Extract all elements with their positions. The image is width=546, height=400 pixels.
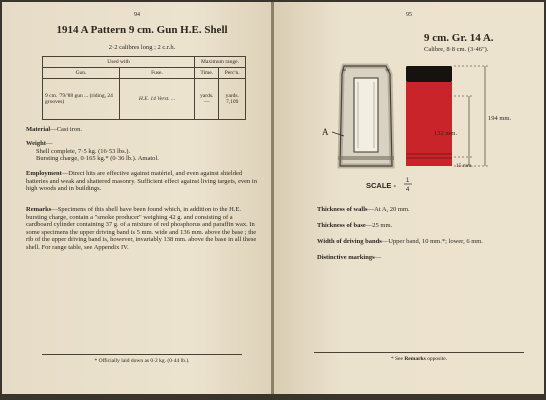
left-page xyxy=(2,2,272,394)
used-with-header: Used with xyxy=(43,57,195,68)
perc-value: 7,109 xyxy=(226,99,239,105)
dim-mid-label: 132 mm. xyxy=(434,130,458,137)
fuse-cell: H.E. 14 Verst. ... xyxy=(120,79,195,120)
walls-label: Thickness of walls xyxy=(317,206,368,213)
footnote-right-end: opposite. xyxy=(425,356,448,362)
footnote-right-star: * See xyxy=(390,356,405,362)
weight-paragraph xyxy=(26,140,258,163)
material-paragraph xyxy=(26,126,258,134)
gun-header: Gun. xyxy=(43,68,120,79)
weight-dash: — xyxy=(45,140,53,147)
time-header: Time. xyxy=(195,68,219,79)
remarks-text: —Specimens of this shell have been found which, in addition to the H.E. bursting charge, contain a "smoke producer" weighing 42 g. and consisting of a cardboard cylinder containing 37 g. of a mixture of red phosphorus and paraffin wax. In some specimens the upper driving band is 5 mm. wide and 136 mm. above the base ; the rib of the upper driving band is, however, invariably 138 mm. above the base in all these shell. For range table, see Appendix IV. xyxy=(26,206,257,251)
scale-denominator: 4 xyxy=(406,187,410,193)
base-paragraph xyxy=(317,222,537,229)
scale-label: SCALE - xyxy=(366,181,396,190)
perc-header: Perc'n. xyxy=(219,68,246,79)
time-dash: — xyxy=(203,99,210,105)
bands-label: Width of driving bands xyxy=(317,238,382,245)
max-range-header: Maximum range. xyxy=(195,57,246,68)
page-number-left: 94 xyxy=(134,12,140,18)
markings-label: Distinctive markings xyxy=(317,254,375,261)
weight-label: Weight xyxy=(26,140,46,147)
remarks-paragraph xyxy=(26,206,258,251)
shell-section-drawing xyxy=(338,66,394,166)
dim-total-label: 194 mm. xyxy=(488,115,512,122)
fuse-header: Fuse. xyxy=(120,68,195,79)
footnote-right-remarks: Remarks xyxy=(404,356,426,362)
markings-text: — xyxy=(374,254,382,261)
time-cell xyxy=(195,79,219,120)
markings-paragraph xyxy=(317,254,537,261)
employment-label: Employment xyxy=(26,170,62,177)
weight-line-2: Bursting charge, 0·165 kg.* (0·36 lb.). Amatol. xyxy=(36,155,159,162)
weight-line-1: Shell complete, 7·5 kg. (16·53 lbs.). xyxy=(36,147,131,155)
calibre-subtitle: Calibre, 8·8 cm. (3·46"). xyxy=(424,46,489,53)
perc-unit: yards. xyxy=(225,93,239,99)
footnote-right xyxy=(314,352,524,362)
bands-text: —Upper band, 10 mm.*; lower, 6 mm. xyxy=(381,238,483,245)
material-label: Material xyxy=(26,126,51,133)
shell-elevation xyxy=(406,66,452,166)
label-a: A xyxy=(322,127,329,137)
shell-figure xyxy=(274,56,544,206)
time-unit: yards. xyxy=(200,93,214,99)
remarks-label: Remarks xyxy=(26,206,52,213)
walls-text: —At A, 20 mm. xyxy=(367,206,410,213)
shell-red-body xyxy=(406,82,452,166)
page-title-left: 1914 A Pattern 9 cm. Gun H.E. Shell xyxy=(56,24,228,36)
shell-black-cap xyxy=(406,66,452,82)
dimension-lines xyxy=(454,66,488,166)
page-number-right: 95 xyxy=(406,12,412,18)
bands-paragraph xyxy=(317,238,537,245)
shell-subtitle: 2·2 calibres long ; 2 c.r.h. xyxy=(108,44,176,51)
walls-paragraph xyxy=(317,206,537,213)
footnote-left: * Officially laid down as 0·2 kg. (0·44 lb.). xyxy=(42,354,242,364)
employment-text: —Direct hits are effective against matériel, and even against shielded batteries and weak and shattered masonry. Sufficient effect against living targets, even in high woods and in buildings. xyxy=(26,170,257,192)
right-page xyxy=(274,2,544,394)
base-text: —25 mm. xyxy=(365,222,393,229)
material-text: —Cast iron. xyxy=(50,126,82,133)
scale-numerator: 1 xyxy=(406,178,410,184)
base-label: Thickness of base xyxy=(317,222,366,229)
employment-paragraph xyxy=(26,170,258,193)
gun-cell: 9 cm. '79/'88 gun ... (riding, 24 grooves) xyxy=(43,79,120,120)
page-title-right: 9 cm. Gr. 14 A. xyxy=(424,32,494,44)
dim-band-label: 15 mm. xyxy=(456,163,473,169)
perc-cell xyxy=(219,79,246,120)
used-with-table xyxy=(42,56,246,120)
